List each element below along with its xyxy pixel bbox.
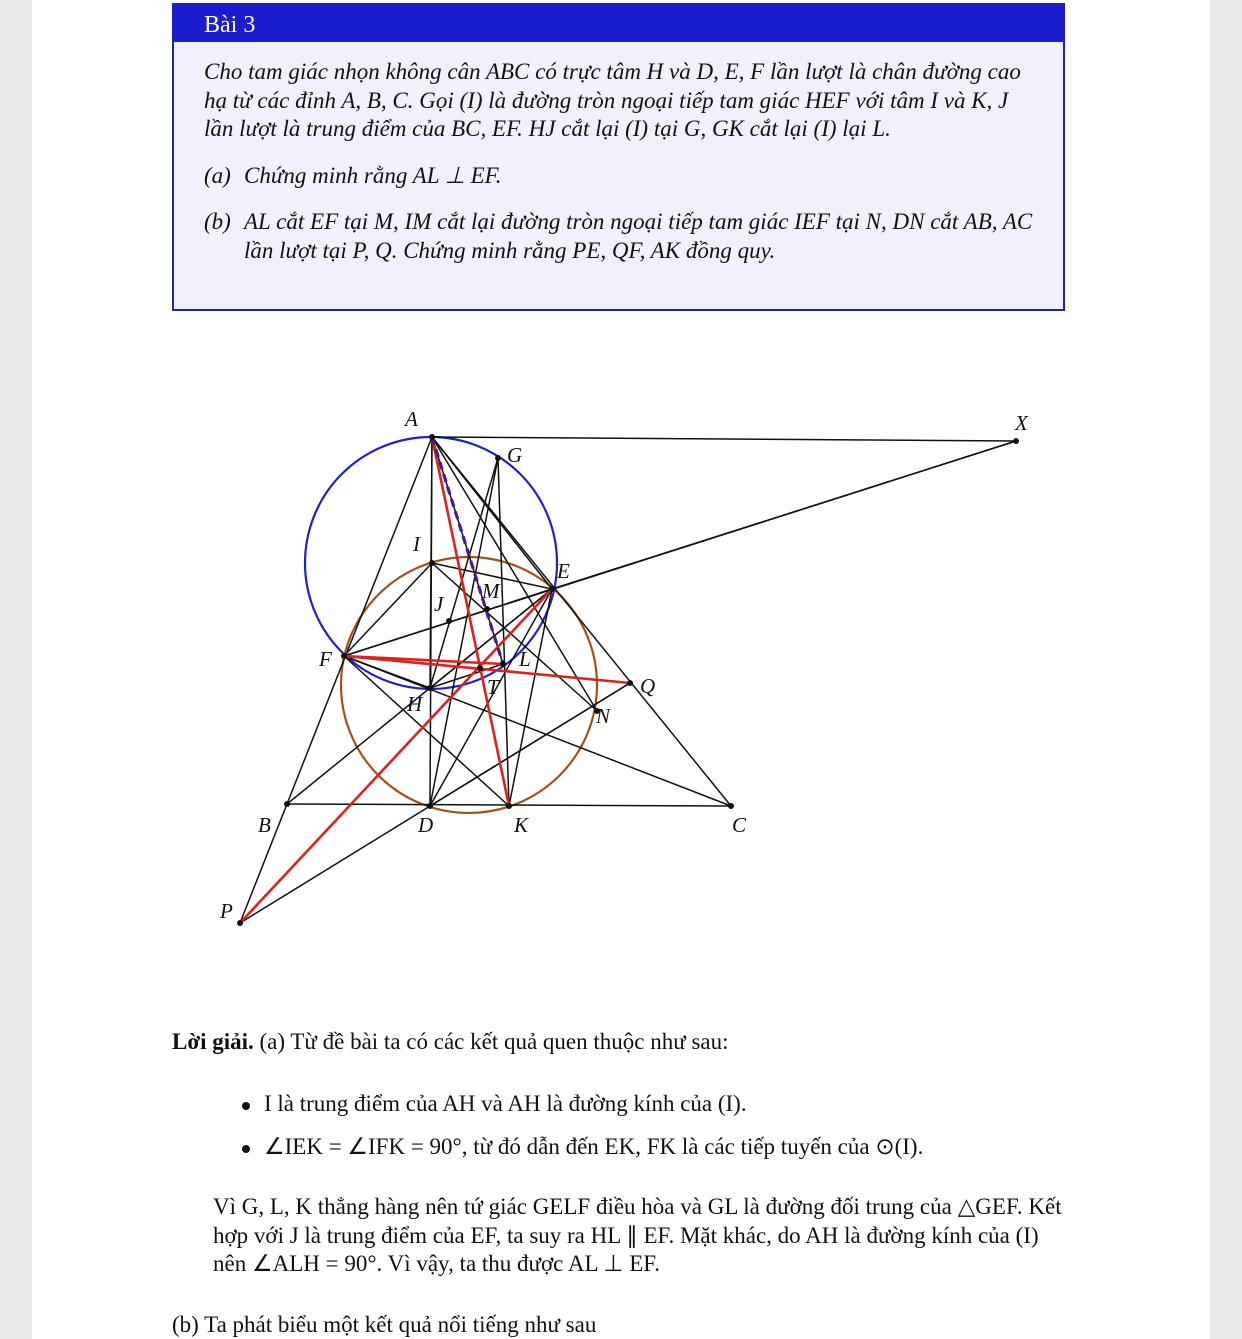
label-E: E xyxy=(557,559,570,583)
label-K: K xyxy=(514,813,529,837)
label-P: P xyxy=(220,899,233,923)
part-b-text: AL cắt EF tại M, IM cắt lại đường tròn ngoại tiếp tam giác IEF tại N, DN cắt AB, AC lần lượt tại P, Q. Chứng minh rằng PE, QF, AK đồng quy. xyxy=(244,209,1033,263)
black-lines xyxy=(240,437,1016,923)
solution-part-b: (b) Ta phát biểu một kết quả nổi tiếng như sau xyxy=(172,1312,597,1337)
bullet-1-text: I là trung điểm của AH và AH là đường kính của (I). xyxy=(264,1091,747,1116)
solution-intro-text: (a) Từ đề bài ta có các kết quả quen thuộc như sau: xyxy=(253,1029,729,1054)
red-lines xyxy=(240,437,630,923)
part-a-label: (a) xyxy=(204,162,231,188)
label-C: C xyxy=(732,813,747,837)
part-a-text: Chứng minh rằng AL ⊥ EF. xyxy=(244,162,502,188)
label-A: A xyxy=(405,407,418,431)
bullet-dot xyxy=(242,1145,250,1153)
solution-paragraph: Vì G, L, K thẳng hàng nên tứ giác GELF điều hòa và GL là đường đối trung của △GEF. Kết hợp với J là trung điểm của EF, ta suy ra HL ∥ EF. Mặt khác, do AH là đường kính của (I) nên ∠ALH = 90°. Vì vậy, ta thu được AL ⊥ EF. xyxy=(213,1194,1062,1276)
part-b-label: (b) xyxy=(204,209,231,234)
label-G: G xyxy=(507,443,523,467)
solution-intro xyxy=(172,1028,1072,1057)
bullet-dot xyxy=(242,1102,250,1110)
label-B: B xyxy=(258,813,271,837)
problem-statement: Cho tam giác nhọn không cân ABC có trực tâm H và D, E, F lần lượt là chân đường cao hạ từ các đỉnh A, B, C. Gọi (I) là đường tròn ngoại tiếp tam giác HEF với tâm I và K, J lần lượt là trung điểm của BC, EF. HJ cắt lại (I) tại G, GK cắt lại (I) lại L. xyxy=(204,59,1021,141)
dashed-line-AL xyxy=(432,437,503,664)
label-X: X xyxy=(1015,411,1028,435)
bullet-2-text: ∠IEK = ∠IFK = 90°, từ đó dẫn đến EK, FK là các tiếp tuyến của ⊙(I). xyxy=(264,1134,924,1159)
solution-label: Lời giải. xyxy=(172,1029,254,1054)
label-T: T xyxy=(487,675,499,699)
label-H: H xyxy=(407,692,423,716)
bullet-1 xyxy=(242,1090,747,1118)
label-I: I xyxy=(413,532,420,556)
problem-title: Bài 3 xyxy=(174,5,1063,42)
label-Q: Q xyxy=(640,674,656,698)
label-M: M xyxy=(482,579,500,603)
label-J: J xyxy=(434,592,444,616)
label-D: D xyxy=(418,813,434,837)
label-F: F xyxy=(319,647,332,671)
label-L: L xyxy=(519,647,531,671)
label-N: N xyxy=(596,704,611,728)
bullet-2 xyxy=(242,1133,923,1161)
